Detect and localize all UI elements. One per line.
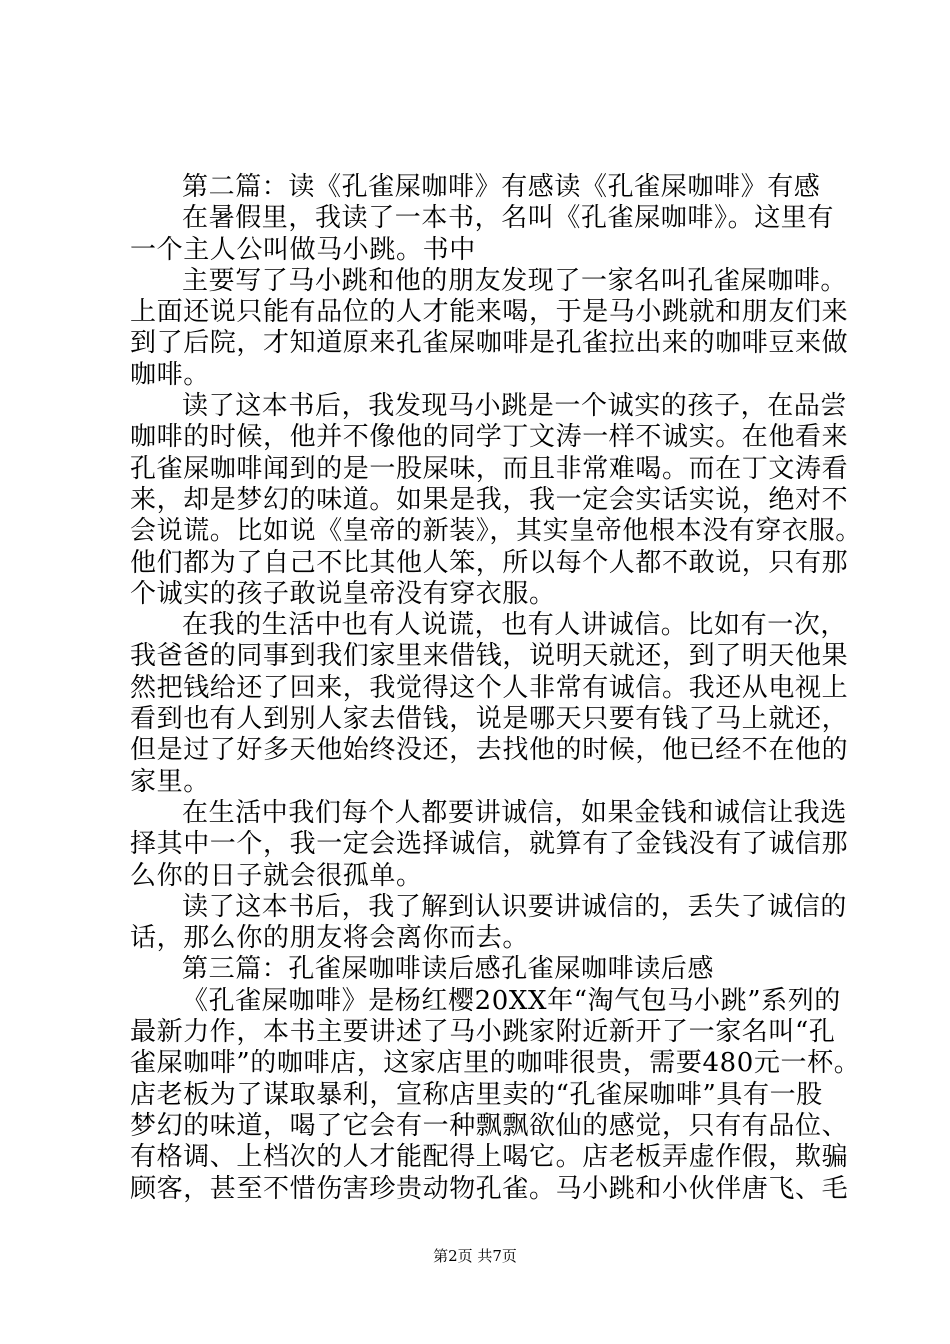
line-19: 但是过了好多天他始终没还，去找他的时候，他已经不在他的 bbox=[130, 735, 849, 766]
document-body bbox=[130, 172, 862, 1205]
line-15: 在我的生活中也有人说谎，也有人讲诚信。比如有一次， bbox=[182, 610, 848, 641]
page-number: 第2页 共7页 bbox=[433, 1247, 517, 1265]
page-footer bbox=[0, 1245, 950, 1266]
line-17: 然把钱给还了回来，我觉得这个人非常有诚信。我还从电视上 bbox=[130, 672, 849, 703]
line-12: 会说谎。比如说《皇帝的新装》，其实皇帝他根本没有穿衣服。 bbox=[130, 516, 862, 547]
line-4: 主要写了马小跳和他的朋友发现了一家名叫孔雀屎咖啡。 bbox=[182, 265, 848, 296]
line-23: 么你的日子就会很孤单。 bbox=[130, 860, 423, 891]
line-22: 择其中一个，我一定会选择诚信，就算有了金钱没有了诚信那 bbox=[130, 829, 849, 860]
line-28: 最新力作，本书主要讲述了马小跳家附近新开了一家名叫“孔 bbox=[130, 1017, 836, 1048]
line-5: 上面还说只能有品位的人才能来喝，于是马小跳就和朋友们来 bbox=[130, 297, 849, 328]
line-9: 咖啡的时候，他并不像他的同学丁文涛一样不诚实。在他看来 bbox=[130, 422, 849, 453]
line-27: 《孔雀屎咖啡》是杨红樱20XX年“淘气包马小跳”系列的 bbox=[182, 985, 841, 1016]
line-6: 到了后院，才知道原来孔雀屎咖啡是孔雀拉出来的咖啡豆来做 bbox=[130, 328, 849, 359]
line-29: 雀屎咖啡”的咖啡店，这家店里的咖啡很贵，需要480元一杯。 bbox=[130, 1048, 861, 1079]
line-10: 孔雀屎咖啡闻到的是一股屎味，而且非常难喝。而在丁文涛看 bbox=[130, 453, 849, 484]
line-1: 第二篇：读《孔雀屎咖啡》有感读《孔雀屎咖啡》有感 bbox=[182, 172, 821, 202]
line-31: 梦幻的味道，喝了它会有一种飘飘欲仙的感觉，只有有品位、 bbox=[130, 1110, 849, 1141]
line-32: 有格调、上档次的人才能配得上喝它。店老板弄虚作假，欺骗 bbox=[130, 1142, 849, 1173]
line-8: 读了这本书后，我发现马小跳是一个诚实的孩子，在品尝 bbox=[182, 391, 848, 422]
line-26: 第三篇：孔雀屎咖啡读后感孔雀屎咖啡读后感 bbox=[182, 954, 715, 985]
line-7: 咖啡。 bbox=[130, 359, 210, 390]
line-20: 家里。 bbox=[130, 766, 210, 797]
line-21: 在生活中我们每个人都要讲诚信，如果金钱和诚信让我选 bbox=[182, 797, 848, 828]
line-30: 店老板为了谋取暴利，宣称店里卖的“孔雀屎咖啡”具有一股 bbox=[130, 1079, 823, 1110]
line-18: 看到也有人到别人家去借钱，说是哪天只要有钱了马上就还， bbox=[130, 704, 849, 735]
line-25: 话，那么你的朋友将会离你而去。 bbox=[130, 923, 530, 954]
line-24: 读了这本书后，我了解到认识要讲诚信的，丢失了诚信的 bbox=[182, 891, 848, 922]
line-2: 在暑假里，我读了一本书，名叫《孔雀屎咖啡》。这里有 bbox=[182, 203, 835, 234]
line-33: 顾客，甚至不惜伤害珍贵动物孔雀。马小跳和小伙伴唐飞、毛 bbox=[130, 1173, 849, 1204]
line-14: 个诚实的孩子敢说皇帝没有穿衣服。 bbox=[130, 578, 556, 609]
line-13: 他们都为了自己不比其他人笨，所以每个人都不敢说，只有那 bbox=[130, 547, 849, 578]
line-3: 一个主人公叫做马小跳。书中 bbox=[130, 234, 476, 265]
line-11: 来，却是梦幻的味道。如果是我，我一定会实话实说，绝对不 bbox=[130, 484, 849, 515]
line-16: 我爸爸的同事到我们家里来借钱，说明天就还，到了明天他果 bbox=[130, 641, 849, 672]
